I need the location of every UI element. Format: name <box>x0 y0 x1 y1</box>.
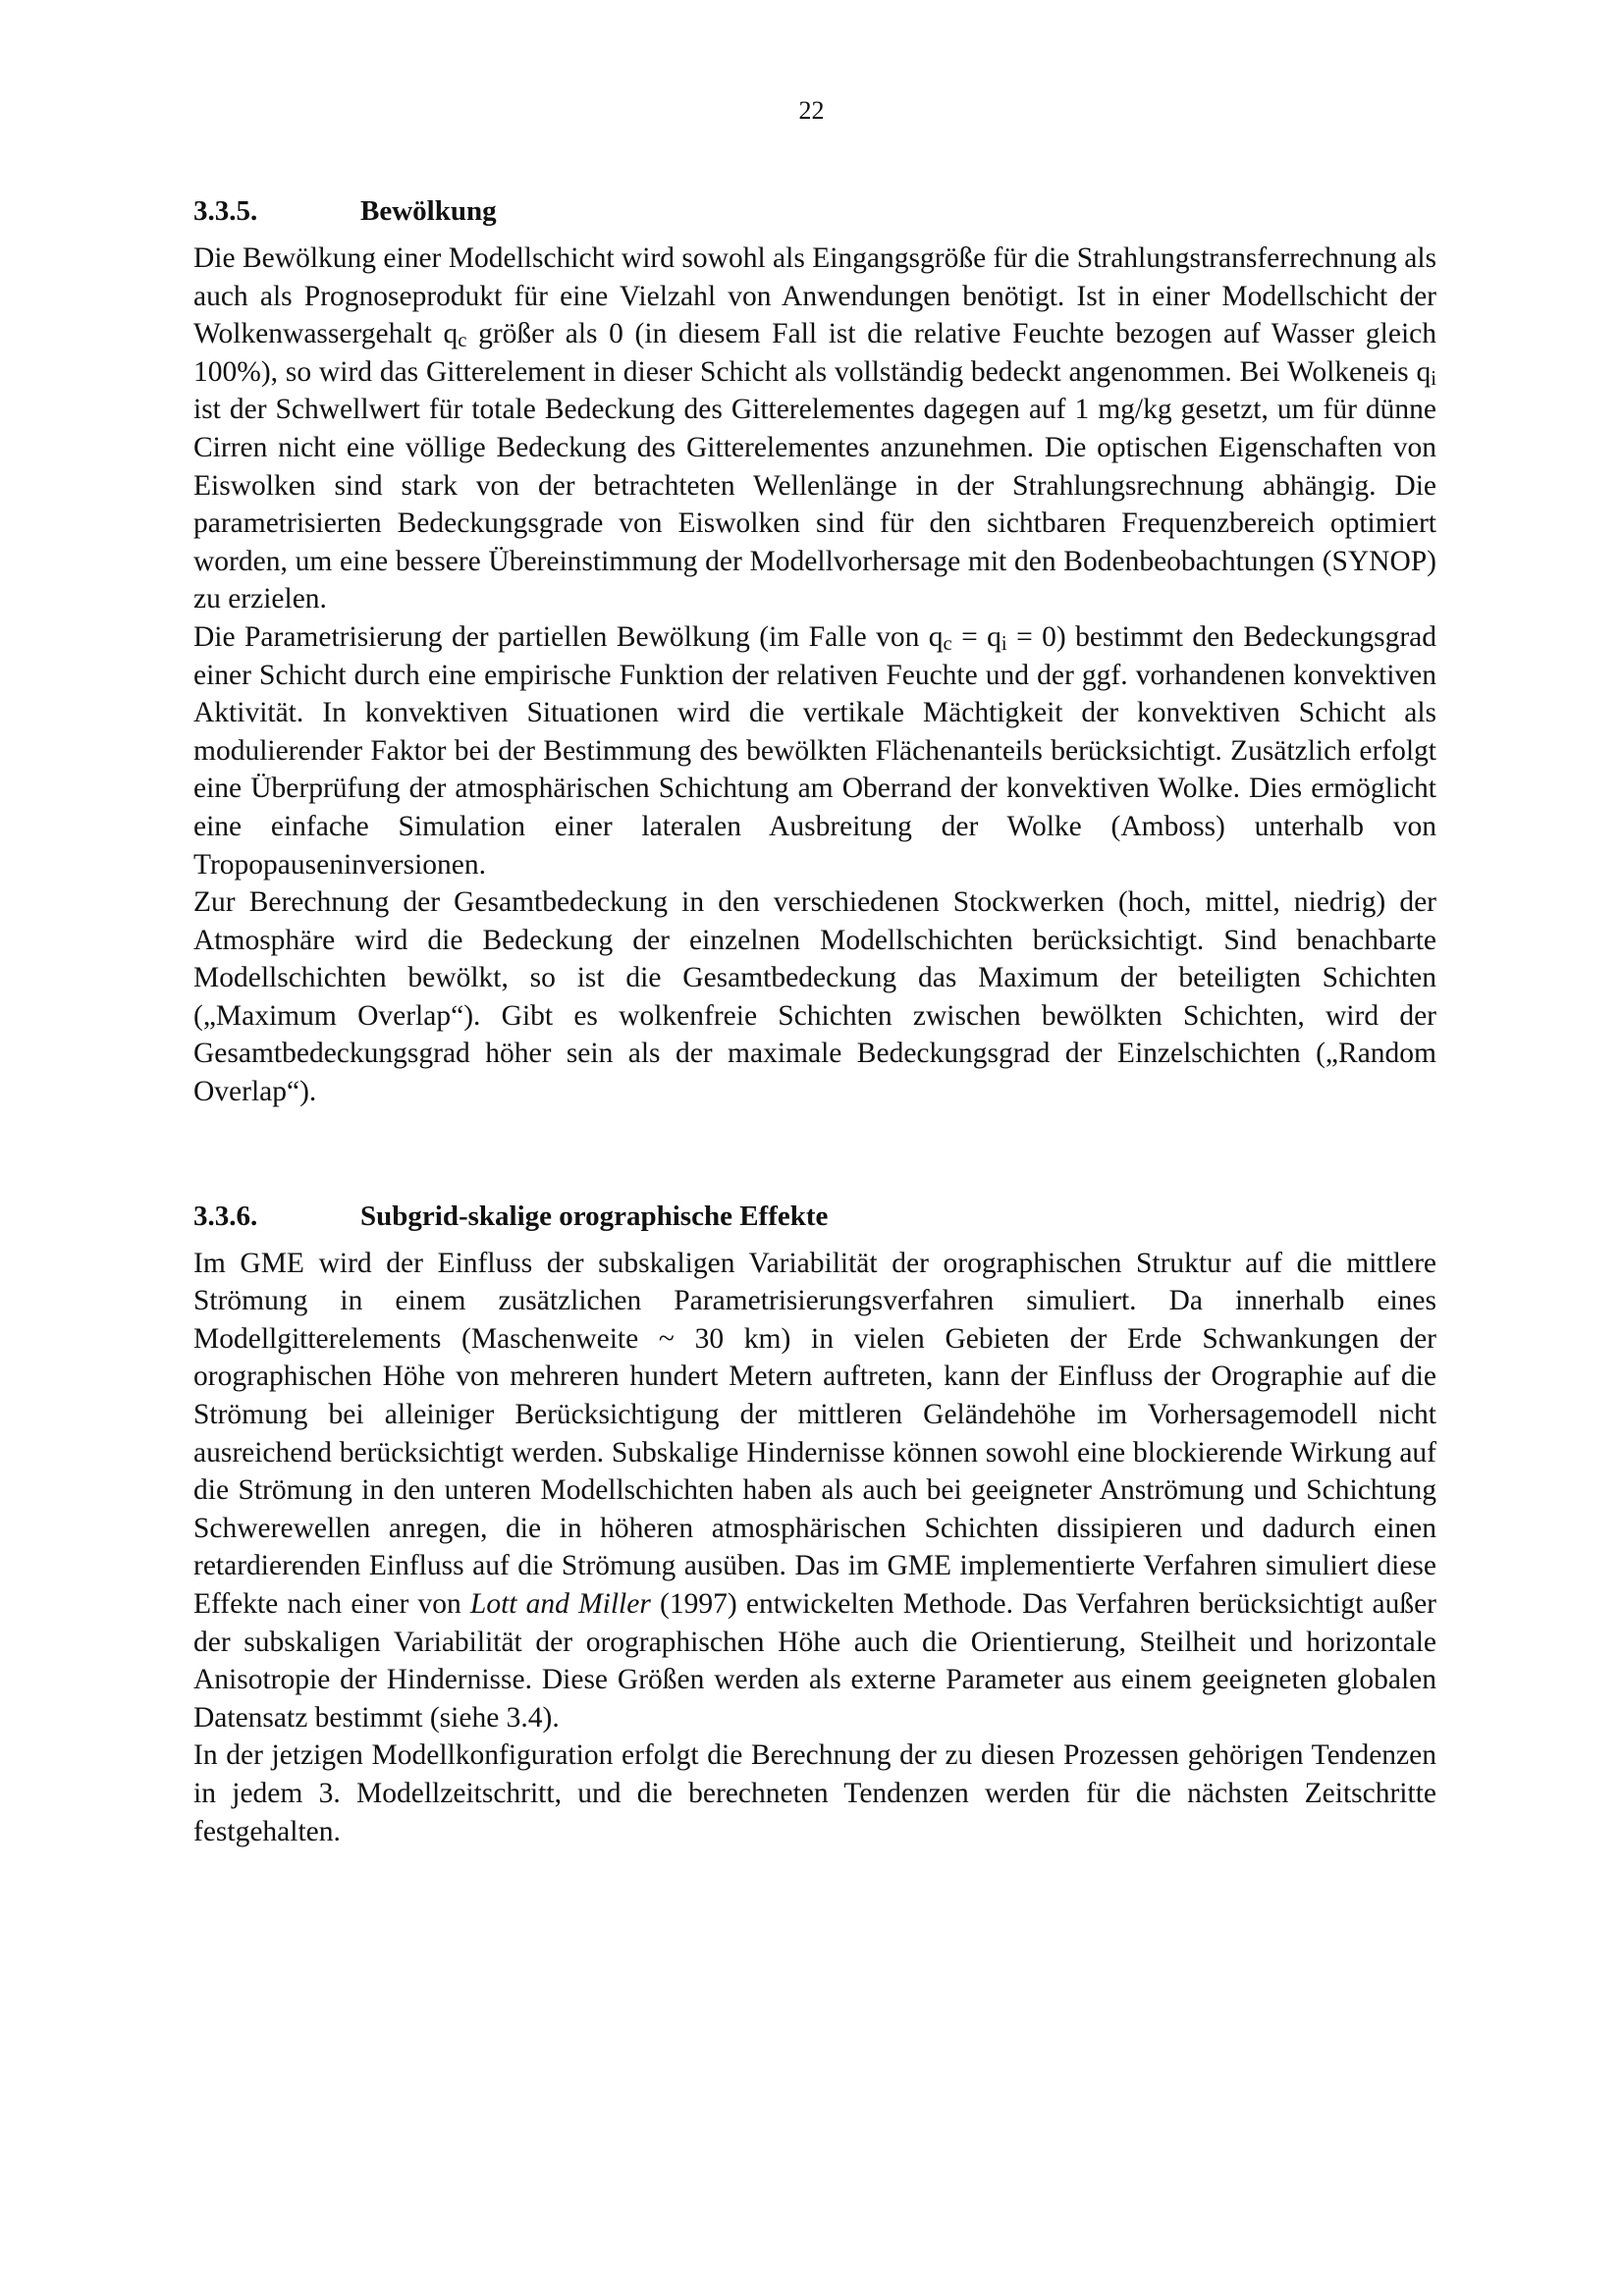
paragraph: Zur Berechnung der Gesamtbedeckung in den verschiedenen Stockwerken (hoch, mittel, niedrig) der Atmosphäre wird die Bedeckung der einzelnen Modellschichten berücksichtigt. Sind benachbarte Modellschichten bewölkt, so ist die Gesamtbedeckung das Maximum der beteiligten Schichten („Maximum Overlap“). Gibt es wolkenfreie Schichten zwischen bewölkten Schichten, wird der Gesamtbedeckungsgrad höher sein als der maximale Bedeckungsgrad der Einzelschichten („Random Overlap“). <box>193 886 1436 1108</box>
text-run: = 0) bestimmt den Bedeckungsgrad einer Schicht durch eine empirische Funktion der relativen Feuchte und der ggf. vorhandenen konvektiven Aktivität. In konvektiven Situationen wird die vertikale Mächtigkeit der konvektiven Schicht als modulierender Faktor bei der Bestimmung des bewölkten Flächenanteils berücksichtigt. Zusätzlich erfolgt eine Überprüfung der atmosphärischen Schichtung am Oberrand der konvektiven Wolke. Dies ermöglicht eine einfache Simulation einer lateralen Ausbreitung der Wolke (Amboss) unterhalb von Tropopauseninversionen. <box>193 620 1436 881</box>
text-run: ist der Schwellwert für totale Bedeckung des Gitterelementes dagegen auf 1 mg/kg gesetzt, um für dünne Cirren nicht eine völlige Bedeckung des Gitterelementes anzunehmen. Die optischen Eigenschaften von Eiswolken sind stark von der betrachteten Wellenlänge in der Strahlungsrechnung abhängig. Die parametrisierten Bedeckungsgrade von Eiswolken sind für den sichtbaren Frequenzbereich optimiert worden, um eine bessere Übereinstimmung der Modellvorhersage mit den Bodenbeobachtungen (SYNOP) zu erzielen. <box>193 394 1436 615</box>
section-heading-orographie <box>193 1198 1436 1235</box>
text-run: (1997) entwickelten Methode. Das Verfahren berücksichtigt außer der subskaligen Variabilität der orographischen Höhe auch die Orientierung, Steilheit und horizontale Anisotropie der Hindernisse. Diese Größen werden als externe Parameter aus einem geeigneten globalen Datensatz bestimmt (siehe 3.4). <box>193 1588 1437 1734</box>
section-title: Subgrid-skalige orographische Effekte <box>360 1200 829 1232</box>
text-run: Die Bewölkung einer Modellschicht wird sowohl als Eingangsgröße für die Strahlungstransferrechnung als auch als Prognoseprodukt für eine Vielzahl von Anwendungen benötigt. Ist in einer Modellschicht der Wolkenwassergehalt q <box>193 242 1436 350</box>
text-run: Die Parametrisierung der partiellen Bewölkung (im Falle von q <box>193 620 944 653</box>
paragraph <box>193 240 1436 618</box>
text-run: größer als 0 (in diesem Fall ist die relative Feuchte bezogen auf Wasser gleich 100%), so wird das Gitterelement in dieser Schicht als vollständig bedeckt angenommen. Bei Wolkeneis q <box>193 318 1436 388</box>
subscript: c <box>458 330 467 352</box>
text-run: Im GME wird der Einfluss der subskaligen Variabilität der orographischen Struktur auf die mittlere Strömung in einem zusätzlichen Parametrisierungsverfahren simuliert. Da innerhalb eines Modellgitterelements (Maschenweite ~ 30 km) in vielen Gebieten der Erde Schwankungen der orographischen Höhe von mehreren hundert Metern auftreten, kann der Einfluss der Orographie auf die Strömung bei alleiniger Berücksichtigung der mittleren Geländehöhe im Vorhersagemodell nicht ausreichend berücksichtigt werden. Subskalige Hindernisse können sowohl eine blockierende Wirkung auf die Strömung in den unteren Modellschichten haben als auch bei geeigneter Anströmung und Schichtung Schwerewellen anregen, die in höheren atmosphärischen Schichten dissipieren und dadurch einen retardierenden Einfluss auf die Strömung ausüben. Das im GME implementierte Verfahren simuliert diese Effekte nach einer von <box>193 1247 1436 1620</box>
subscript: i <box>1431 367 1436 390</box>
section-spacer <box>193 1111 1436 1198</box>
paragraph <box>193 1245 1436 1737</box>
subscript: c <box>943 633 952 656</box>
citation-authors: Lott and Miller <box>469 1588 651 1620</box>
paragraph: In der jetzigen Modellkonfiguration erfolgt die Berechnung der zu diesen Prozessen gehörigen Tendenzen in jedem 3. Modellzeitschritt, und die berechneten Tendenzen werden für die nächsten Zeitschritte festgehalten. <box>193 1739 1436 1847</box>
subscript: i <box>1001 633 1007 656</box>
page-number: 22 <box>798 96 825 125</box>
document-body <box>193 192 1436 1850</box>
section-number: 3.3.5. <box>193 195 258 227</box>
section-heading-bewoelkung <box>193 192 1436 230</box>
text-run: = q <box>951 620 1001 653</box>
section-number: 3.3.6. <box>193 1200 258 1232</box>
section-title: Bewölkung <box>360 195 497 227</box>
paragraph <box>193 618 1436 883</box>
